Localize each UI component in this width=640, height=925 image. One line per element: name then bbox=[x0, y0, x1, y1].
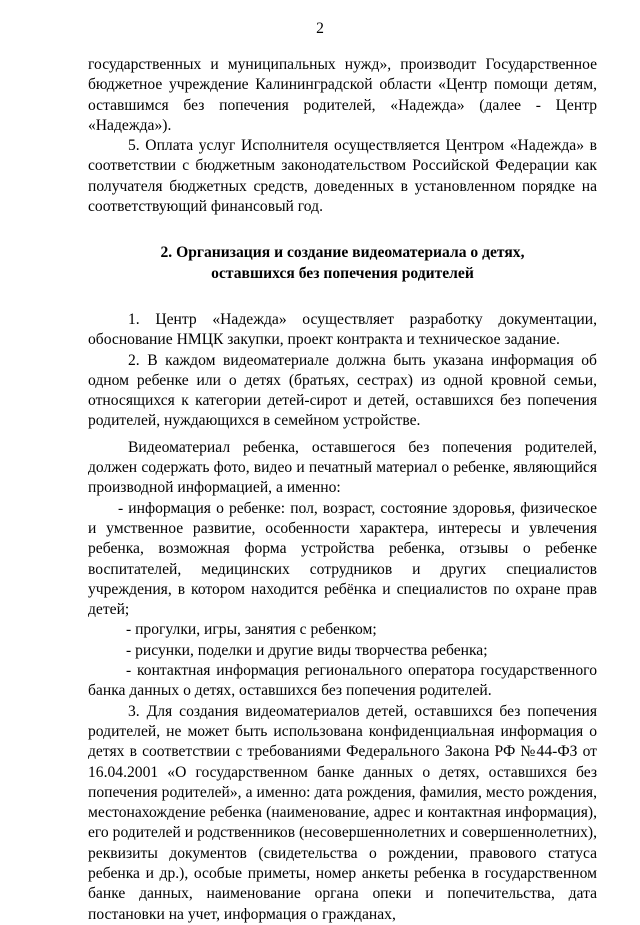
document-body bbox=[88, 55, 597, 925]
bullet-walks: - прогулки, игры, занятия с ребенком; bbox=[126, 621, 377, 639]
list-item-1: 1. Центр «Надежда» осуществляет разработку документации, обоснование НМЦК закупки, проект контракта и техническое задание. bbox=[88, 310, 597, 349]
section-heading-line-1: 2. Организация и создание видеоматериала о детях, bbox=[160, 244, 525, 262]
paragraph-payment: 5. Оплата услуг Исполнителя осуществляется Центром «Надежда» в соответствии с бюджетным законодательством Российской Федерации как получателя бюджетных средств, доведенных в установленном порядке на соответствующий финансовый год. bbox=[88, 137, 597, 216]
section-heading bbox=[88, 243, 597, 284]
section-heading-line-2: оставшихся без попечения родителей bbox=[211, 264, 474, 282]
list-item-2: 2. В каждом видеоматериале должна быть указана информация об одном ребенке или о детях (братьях, сестрах) из одной кровной семьи, относящихся к категории детей-сирот и детей, оставшихся без попечения родителей, нуждающихся в семейном устройстве. bbox=[88, 351, 597, 430]
bullet-drawings: - рисунки, поделки и другие виды творчества ребенка; bbox=[126, 641, 488, 659]
bullet-child-info: - информация о ребенке: пол, возраст, состояние здоровья, физическое и умственное развитие, особенности характера, интересы и увлечения ребенка, возможная форма устройства ребенка, отзывы о ребенке воспитателей, медицинских сотрудников и других специалистов учреждения, в котором находится ребёнка и специалистов по охране прав детей; bbox=[88, 499, 597, 619]
paragraph-video-intro: Видеоматериал ребенка, оставшегося без попечения родителей, должен содержать фото, видео и печатный материал о ребенке, являющийся производной информацией, а именно: bbox=[88, 438, 597, 497]
page-number: 2 bbox=[316, 20, 324, 37]
paragraph-continuation: государственных и муниципальных нужд», производит Государственное бюджетное учреждение Калининградской области «Центр помощи детям, оставшимся без попечения родителей, «Надежда» (далее - Центр «Надежда»). bbox=[88, 56, 597, 134]
bullet-contact-info: - контактная информация регионального оператора государственного банка данных о детях, оставшихся без попечения родителей. bbox=[88, 662, 597, 700]
list-item-3: 3. Для создания видеоматериалов детей, оставшихся без попечения родителей, не может быть использована конфиденциальная информация о детях в соответствии с требованиями Федерального Закона РФ №44-ФЗ от 16.04.2001 «О государственном банке данных о детях, оставшихся без попечения родителей», а именно: дата рождения, фамилия, место рождения, местонахождение ребенка (наименование, адрес и контактная информация), его родителей и родственников (несовершеннолетних и совершеннолетних), реквизиты документов (свидетельства о рождении, правового статуса ребенка и др.), особые приметы, номер анкеты ребенка в государственном банке данных, наименование органа опеки и попечительства, дата постановки на учет, информация о гражданах, bbox=[88, 702, 597, 923]
